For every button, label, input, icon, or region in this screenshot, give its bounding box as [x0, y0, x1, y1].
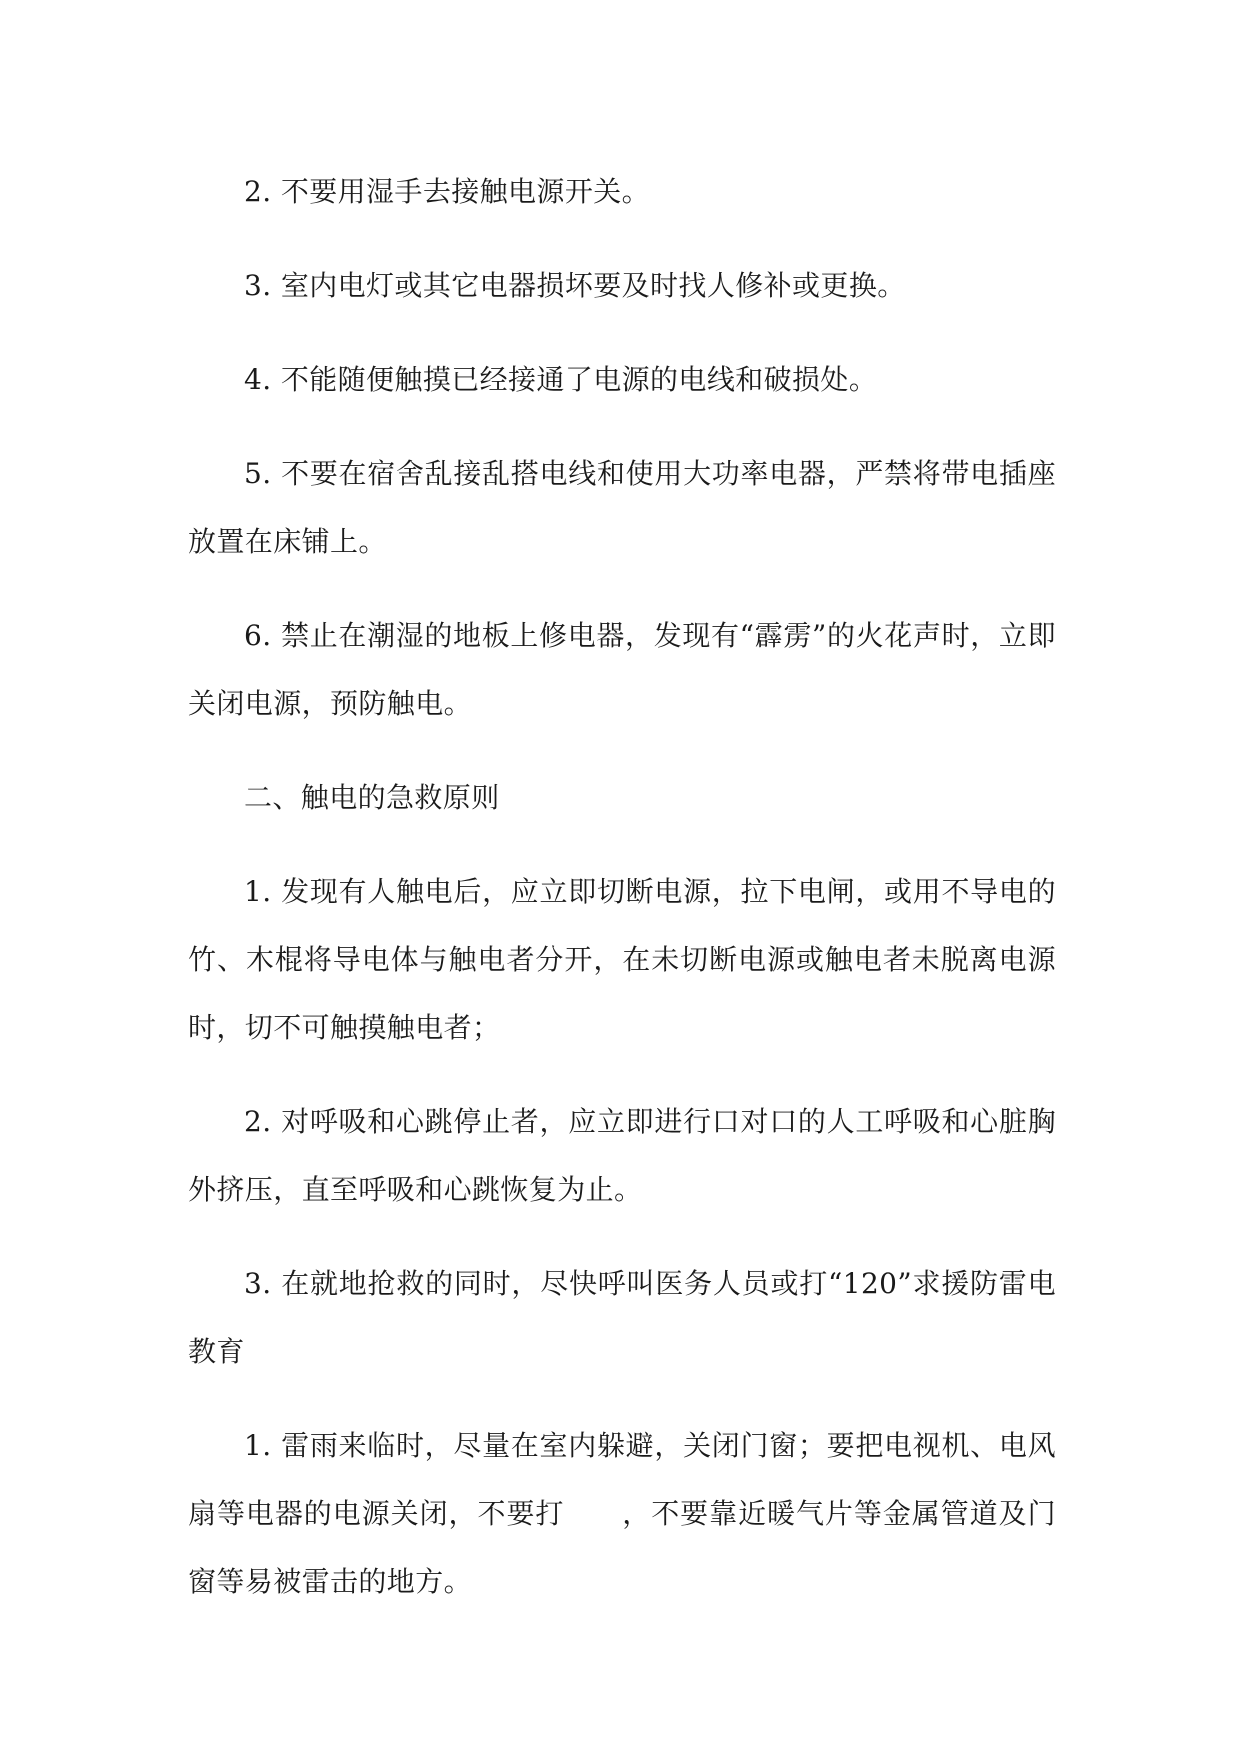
paragraph-rescue-2: 2. 对呼吸和心跳停止者，应立即进行口对口的人工呼吸和心脏胸外挤压，直至呼吸和心跳恢复为止。 — [188, 1105, 1056, 1206]
paragraph-rescue-1: 1. 发现有人触电后，应立即切断电源，拉下电闸，或用不导电的竹、木棍将导电体与触电者分开，在未切断电源或触电者未脱离电源时，切不可触摸触电者； — [188, 875, 1056, 1044]
document-body — [188, 158, 1056, 1642]
paragraph-item-5: 5. 不要在宿舍乱接乱搭电线和使用大功率电器，严禁将带电插座放置在床铺上。 — [188, 457, 1056, 558]
paragraph-item-4: 4. 不能随便触摸已经接通了电源的电线和破损处。 — [244, 363, 878, 396]
paragraph-rescue-3: 3. 在就地抢救的同时，尽快呼叫医务人员或打“120”求援防雷电教育 — [188, 1267, 1056, 1368]
paragraph-item-2: 2. 不要用湿手去接触电源开关。 — [244, 175, 651, 208]
paragraph-item-3: 3. 室内电灯或其它电器损坏要及时找人修补或更换。 — [244, 269, 906, 302]
paragraph-lightning-1: 1. 雷雨来临时，尽量在室内躲避，关闭门窗；要把电视机、电风扇等电器的电源关闭，不要打 ，不要靠近暖气片等金属管道及门窗等易被雷击的地方。 — [188, 1429, 1056, 1598]
paragraph-item-6: 6. 禁止在潮湿的地板上修电器，发现有“霹雳”的火花声时，立即关闭电源，预防触电。 — [188, 619, 1056, 720]
section-heading: 二、触电的急救原则 — [244, 781, 500, 814]
